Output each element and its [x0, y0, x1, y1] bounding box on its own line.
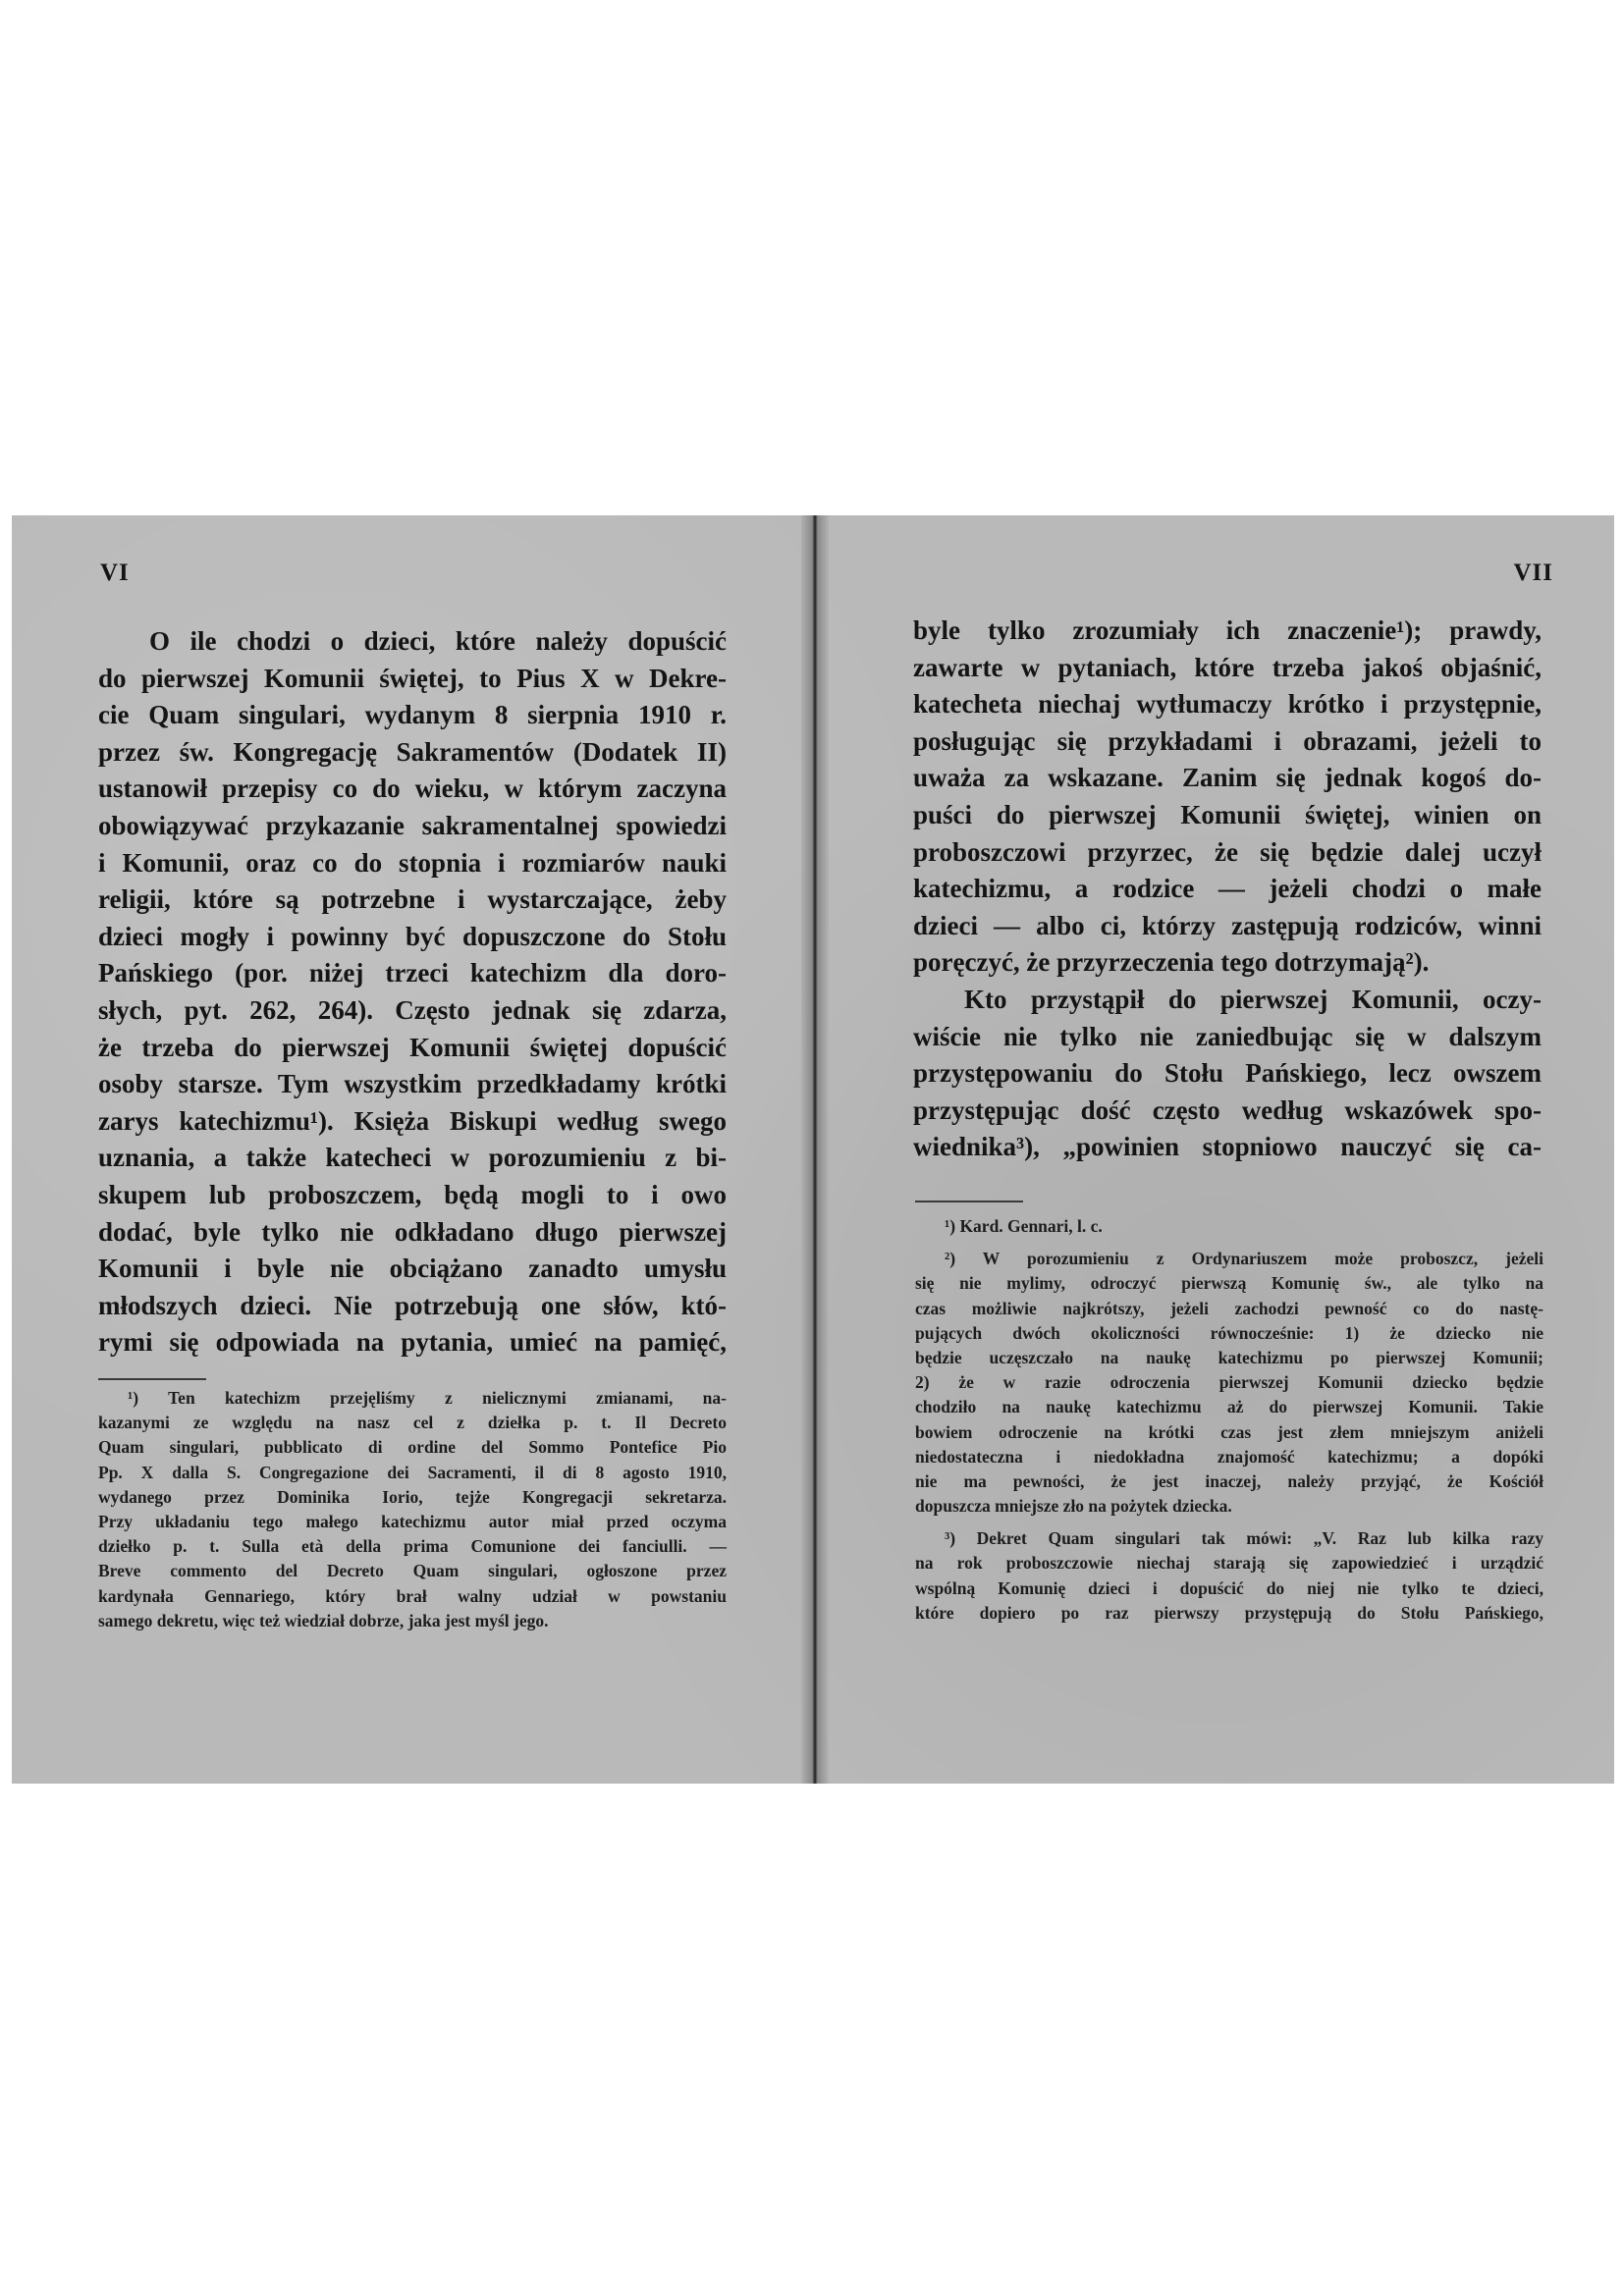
footnote-line: kazanymi ze względu na nasz cel z dziełka p. t. Il Decreto [98, 1413, 727, 1433]
body-line: dzieci mogły i powinny być dopuszczone do Stołu [98, 921, 727, 951]
footnote-line: 2) że w razie odroczenia pierwszej Komunii dziecko będzie [915, 1372, 1543, 1393]
body-line: dodać, byle tylko nie odkładano długo pierwszej [98, 1216, 727, 1247]
body-line: puści do pierwszej Komunii świętej, winien on [913, 799, 1542, 829]
footnote-line: Quam singulari, pubblicato di ordine del Sommo Pontefice Pio [98, 1437, 727, 1458]
footnote-line: które dopiero po raz pierwszy przystępują do Stołu Pańskiego, [915, 1602, 1543, 1623]
footnote-line: bowiem odroczenie na krótki czas jest złem mniejszym aniżeli [915, 1421, 1543, 1442]
left-page [12, 515, 801, 1784]
body-line: przez św. Kongregację Sakramentów (Dodatek II) [98, 736, 727, 767]
footnote-rule-right [915, 1201, 1023, 1202]
body-line: byle tylko zrozumiały ich znaczenie¹); prawdy, [913, 615, 1542, 645]
body-line: i Komunii, oraz co do stopnia i rozmiarów nauki [98, 847, 727, 878]
body-line: proboszczowi przyrzec, że się będzie dalej uczył [913, 836, 1542, 867]
body-line: uważa za wskazane. Zanim się jednak kogoś do- [913, 763, 1542, 793]
body-line: poręczyć, że przyrzeczenia tego dotrzymają²). [913, 947, 1430, 978]
footnote-line: Przy układaniu tego małego katechizmu autor miał przed oczyma [98, 1511, 727, 1531]
body-line: wiście nie tylko nie zaniedbując się w dalszym [913, 1021, 1542, 1051]
right-footnotes [915, 1214, 1543, 1626]
body-line: Komunii i byle nie obciążano zanadto umysłu [98, 1254, 727, 1284]
book-gutter [801, 515, 829, 1784]
body-line: dzieci — albo ci, którzy zastępują rodziców, winni [913, 910, 1542, 940]
body-line: religii, które są potrzebne i wystarczające, żeby [98, 884, 727, 915]
footnote-line: dopuszcza mniejsze zło na pożytek dziecka. [915, 1496, 1232, 1517]
body-line: skupem lub proboszczem, będą mogli to i owo [98, 1179, 727, 1209]
body-line: do pierwszej Komunii świętej, to Pius X w Dekre- [98, 663, 727, 693]
page-number-right: VII [1513, 560, 1553, 586]
footnote-line: czas możliwie najkrótszy, jeżeli zachodzi pewność co do nastę- [915, 1298, 1543, 1318]
body-line: posługując się przykładami i obrazami, jeżeli to [913, 725, 1542, 756]
body-line: że trzeba do pierwszej Komunii świętej dopuścić [98, 1032, 727, 1062]
footnote-line: ³) Dekret Quam singulari tak mówi: „V. Raz lub kilka razy [945, 1528, 1543, 1549]
body-line: przystępując dość często według wskazówek spo- [913, 1095, 1542, 1125]
footnote-line: będzie uczęszczało na naukę katechizmu po pierwszej Komunii; [915, 1347, 1543, 1367]
body-line: rymi się odpowiada na pytania, umieć na pamięć, [98, 1327, 727, 1358]
right-body-text [913, 613, 1542, 1166]
body-line: katecheta niechaj wytłumaczy krótko i przystępnie, [913, 689, 1542, 720]
footnote-line: pujących dwóch okoliczności równocześnie: 1) że dziecko nie [915, 1322, 1543, 1343]
body-line: obowiązywać przykazanie sakramentalnej spowiedzi [98, 810, 727, 840]
footnote-rule-left [98, 1378, 206, 1380]
footnote-line: wspólną Komunię dzieci i dopuścić do niej nie tylko te dzieci, [915, 1577, 1543, 1598]
footnote-line: niedostateczna i niedokładna znajomość katechizmu; a dopóki [915, 1446, 1543, 1467]
body-line: wiednika³), „powinien stopniowo nauczyć się ca- [913, 1132, 1542, 1162]
body-line: Kto przystąpił do pierwszej Komunii, oczy- [964, 984, 1542, 1014]
footnote-line: na rok proboszczowie niechaj starają się zapowiedzieć i urządzić [915, 1553, 1543, 1574]
body-line: młodszych dzieci. Nie potrzebują one słów, któ- [98, 1290, 727, 1320]
body-line: słych, pyt. 262, 264). Często jednak się zdarza, [98, 994, 727, 1025]
body-line: przystępowaniu do Stołu Pańskiego, lecz owszem [913, 1058, 1542, 1089]
footnote-line: samego dekretu, więc też wiedział dobrze, jaka jest myśl jego. [98, 1610, 549, 1630]
body-line: ustanowił przepisy co do wieku, w którym zaczyna [98, 774, 727, 804]
body-line: zawarte w pytaniach, które trzeba jakoś objaśnić, [913, 652, 1542, 682]
footnote-line: dziełko p. t. Sulla età della prima Comunione dei fanciulli. — [98, 1536, 727, 1557]
footnote-line: ¹) Kard. Gennari, l. c. [945, 1216, 1103, 1236]
body-line: katechizmu, a rodzice — jeżeli chodzi o małe [913, 874, 1542, 904]
book-scan [12, 515, 1614, 1784]
footnote-line: wydanego przez Dominika Iorio, tejże Kongregacji sekretarza. [98, 1486, 727, 1507]
footnote-line: się nie mylimy, odroczyć pierwszą Komunię św., ale tylko na [915, 1273, 1543, 1294]
body-line: O ile chodzi o dzieci, które należy dopuścić [149, 626, 727, 656]
body-line: uznania, a także katecheci w porozumieniu z bi- [98, 1143, 727, 1173]
footnote-line: ²) W porozumieniu z Ordynariuszem może proboszcz, jeżeli [945, 1249, 1543, 1269]
body-line: Pańskiego (por. niżej trzeci katechizm dla doro- [98, 958, 727, 988]
left-footnotes [98, 1386, 727, 1633]
body-line: cie Quam singulari, wydanym 8 sierpnia 1910 r. [98, 700, 727, 730]
body-line: zarys katechizmu¹). Księża Biskupi według swego [98, 1105, 727, 1136]
footnote-line: nie ma pewności, że jest inaczej, należy przyjąć, że Kościół [915, 1470, 1543, 1491]
right-page [829, 515, 1614, 1784]
footnote-line: chodziło na naukę katechizmu aż do pierwszej Komunii. Takie [915, 1397, 1543, 1417]
body-line: osoby starsze. Tym wszystkim przedkładamy krótki [98, 1069, 727, 1099]
footnote-line: Breve commento del Decreto Quam singulari, ogłoszone przez [98, 1561, 727, 1581]
footnote-line: kardynała Gennariego, który brał walny udział w powstaniu [98, 1585, 727, 1606]
footnote-line: Pp. X dalla S. Congregazione dei Sacramenti, il di 8 agosto 1910, [98, 1462, 727, 1482]
left-body-text [98, 623, 727, 1362]
page-number-left: VI [100, 560, 130, 586]
footnote-line: ¹) Ten katechizm przejęliśmy z nielicznymi zmianami, na- [128, 1388, 727, 1408]
